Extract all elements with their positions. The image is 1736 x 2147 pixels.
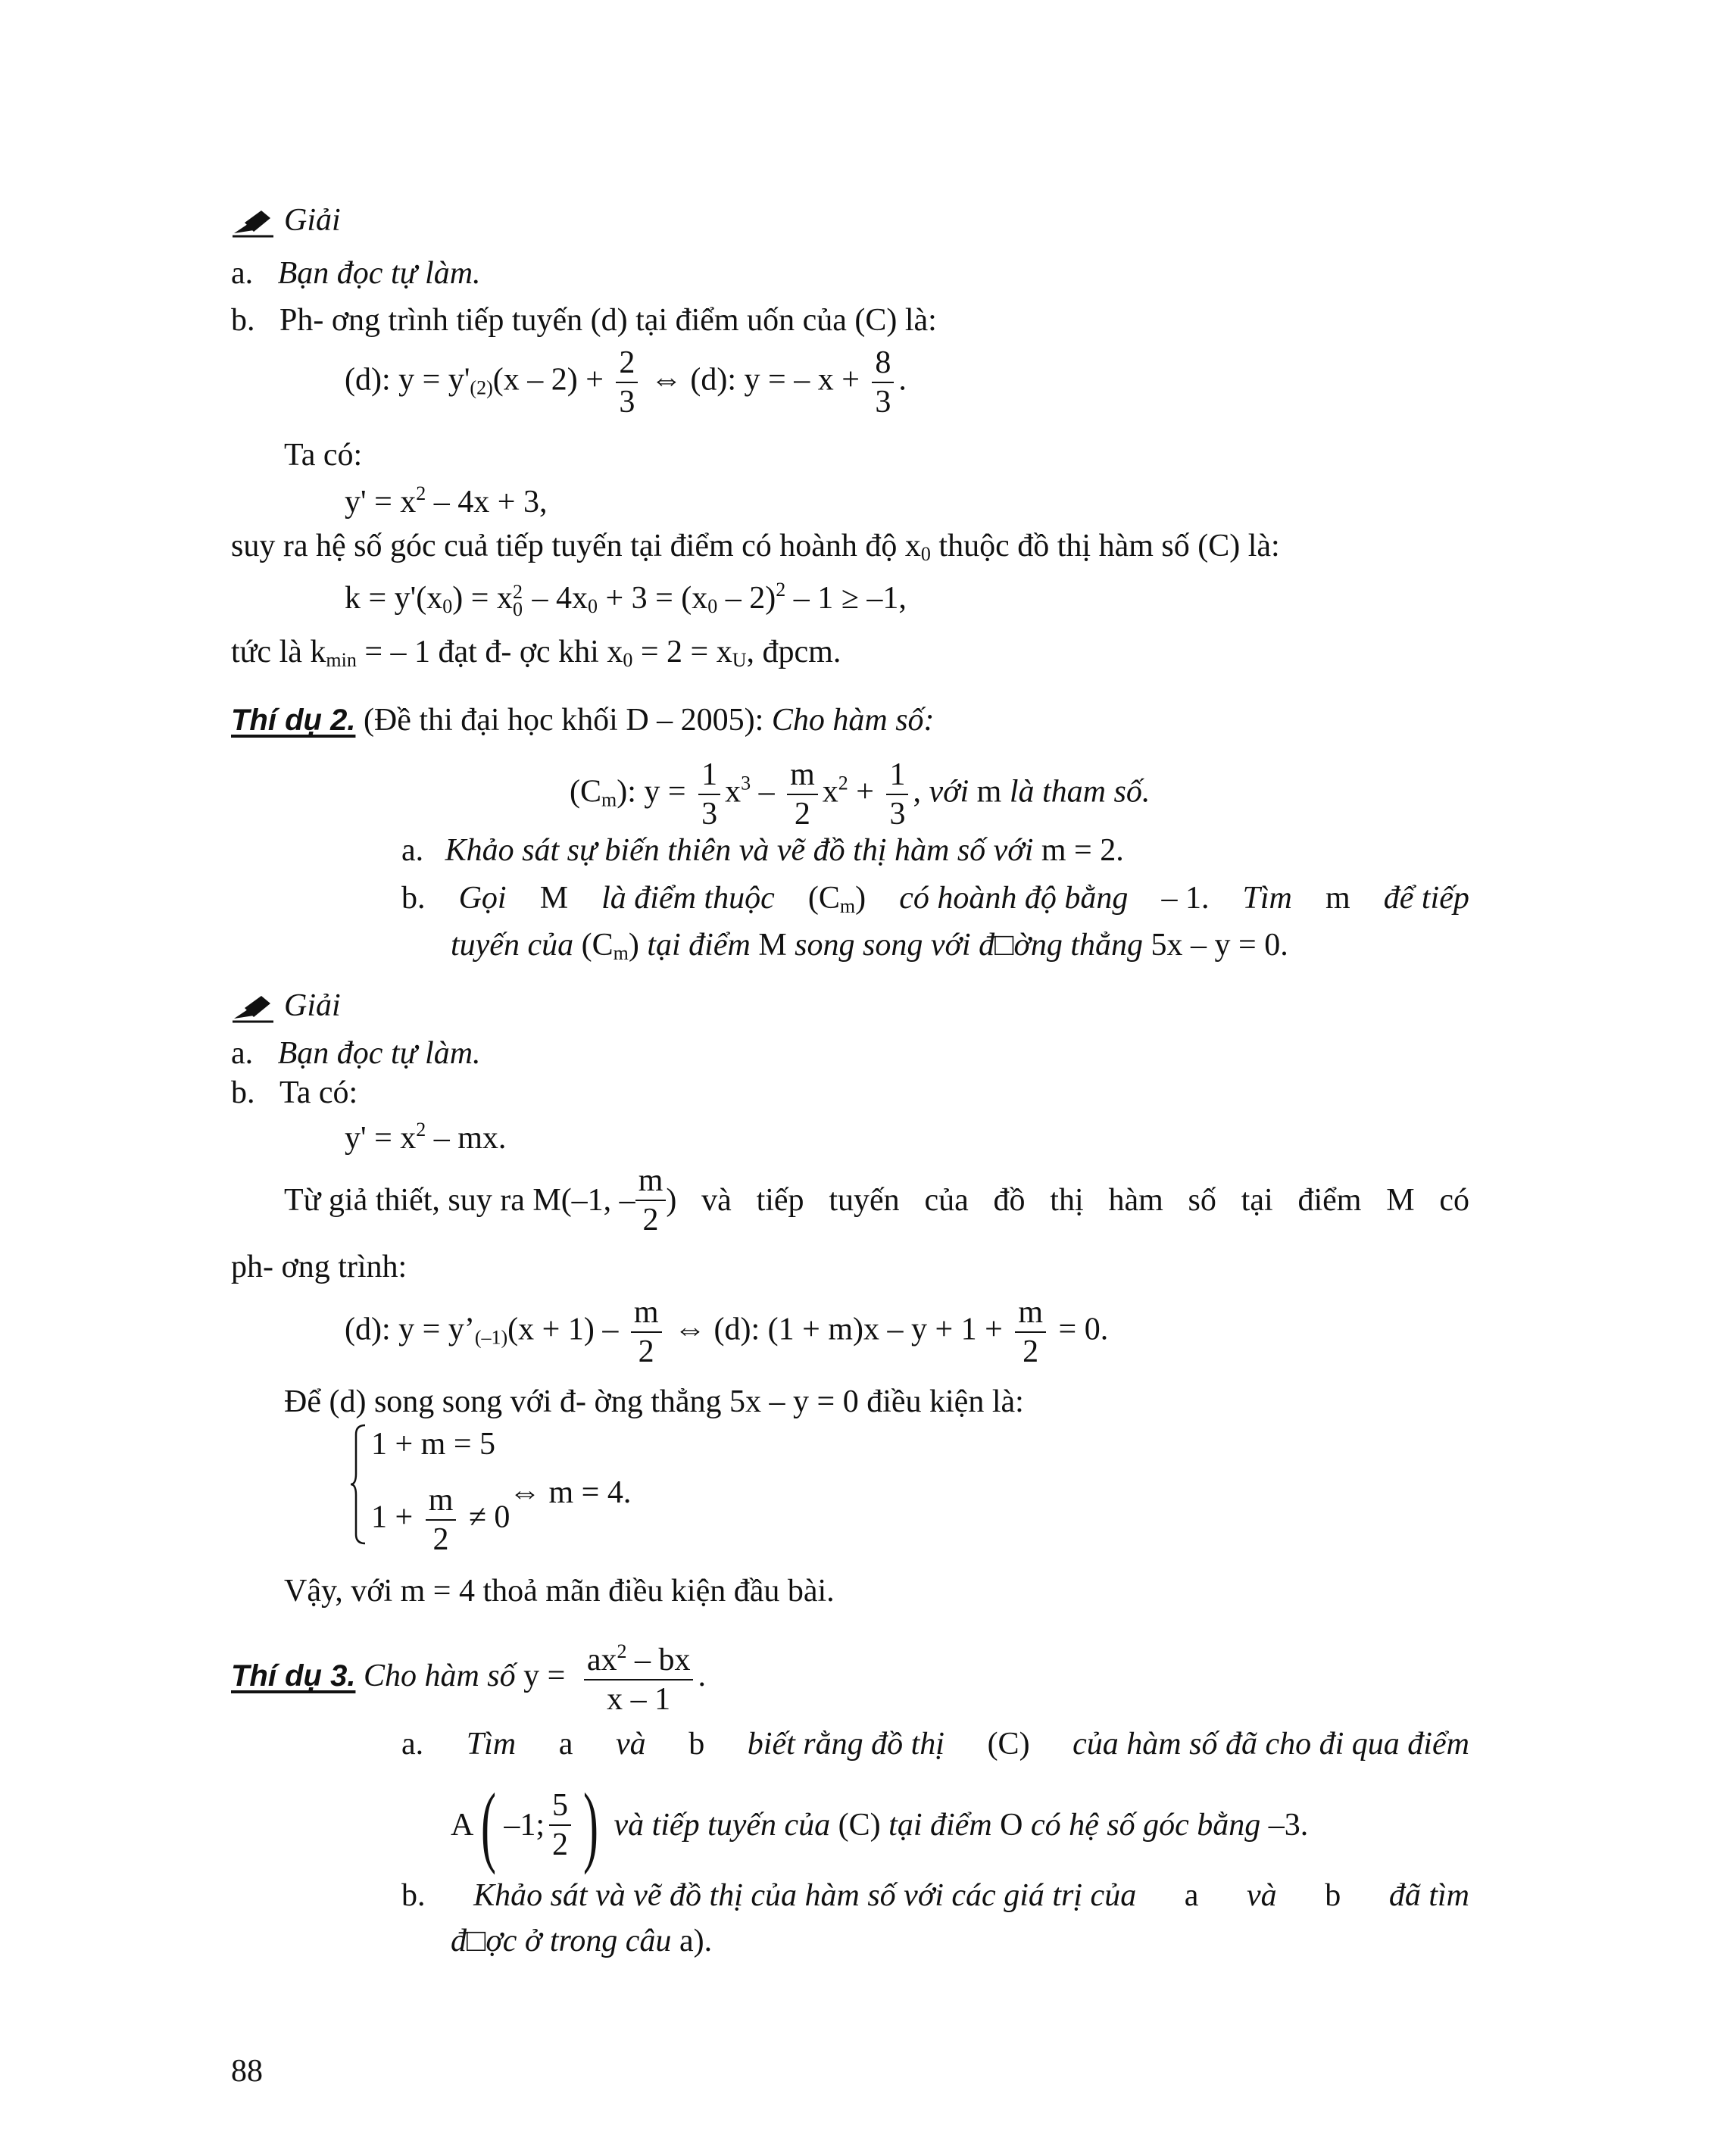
- s: 2: [838, 772, 848, 794]
- t: x: [725, 774, 742, 810]
- t: m: [1325, 881, 1350, 916]
- fraction: [584, 1642, 694, 1715]
- item-b-1: [231, 303, 937, 338]
- t: – 2): [717, 581, 776, 616]
- tucla-line: [231, 635, 841, 672]
- fraction: [631, 1297, 662, 1368]
- t: là điểm thuộc: [601, 881, 775, 916]
- t: ,: [913, 774, 929, 810]
- equation-cm: [570, 759, 1150, 830]
- denominator: 2: [642, 1203, 659, 1237]
- t: a).: [671, 1924, 713, 1958]
- ex2-item-a: [401, 833, 1124, 868]
- s: 0: [623, 649, 633, 671]
- t: đ□ợc ở trong câu: [451, 1924, 672, 1958]
- t: M: [539, 881, 569, 916]
- fraction: [635, 1165, 667, 1236]
- t: có hoành độ bằng: [899, 881, 1129, 916]
- eq-text: y' = x: [345, 485, 417, 520]
- item-a-1: [231, 256, 481, 291]
- item-text: m = 2.: [1033, 833, 1124, 868]
- supsub: [512, 580, 523, 621]
- numerator: m: [1015, 1297, 1046, 1333]
- t: ): [855, 881, 866, 916]
- tugiathiet-line: [284, 1165, 1469, 1236]
- equation-slope: [345, 579, 907, 619]
- numerator: m: [631, 1297, 662, 1333]
- t: Từ giả thiết, suy ra M(–1, –: [284, 1182, 635, 1218]
- s: 2: [776, 579, 786, 601]
- denominator: 2: [1023, 1334, 1039, 1369]
- t: biết rằng đồ thị: [747, 1727, 944, 1762]
- t: b: [1325, 1878, 1341, 1913]
- equation-tangent: [345, 347, 907, 418]
- t: y =: [515, 1659, 566, 1694]
- ex3-item-a-line2: [451, 1774, 1309, 1875]
- s: 0: [512, 598, 523, 621]
- equation-tangent-2: [345, 1297, 1108, 1368]
- t: ⇔ (d): (1 + m)x – y + 1 +: [674, 1312, 1003, 1347]
- example-3-heading: [231, 1642, 706, 1715]
- t: Cho hàm số: [355, 1659, 516, 1694]
- t: A: [451, 1807, 474, 1843]
- s: U: [732, 649, 747, 671]
- item-label: a.: [401, 833, 424, 868]
- example-label: Thí dụ 2.: [231, 704, 356, 737]
- solution-heading-2: [231, 988, 341, 1023]
- item-text: Khảo sát sự biến thiên và vẽ đồ thị hàm số với: [445, 833, 1034, 868]
- prompt: Cho hàm số:: [771, 703, 935, 738]
- item-text: Ph- ơng trình tiếp tuyến (d) tại điểm uốn của (C) là:: [279, 303, 937, 338]
- t: tại điểm: [647, 928, 751, 963]
- t: – mx.: [426, 1121, 507, 1156]
- t: y' = x: [345, 1121, 417, 1156]
- fraction: [872, 347, 894, 418]
- item-label: a.: [231, 1036, 254, 1071]
- t: k = y'(x: [345, 581, 443, 616]
- t: ) và tiếp tuyến của đồ thị hàm số tại điểm M có: [666, 1182, 1469, 1218]
- solution-heading-1: [231, 203, 341, 238]
- t: , đpcm.: [746, 635, 841, 669]
- item-label: b.: [231, 1075, 255, 1110]
- denominator: 2: [638, 1334, 654, 1369]
- numerator: m: [787, 759, 818, 795]
- t: –3.: [1260, 1807, 1309, 1843]
- item-label: a.: [401, 1727, 424, 1762]
- t: ): y =: [617, 774, 686, 810]
- writing-hand-icon: [231, 993, 275, 1023]
- s: m: [839, 895, 856, 917]
- t: 1 +: [371, 1499, 414, 1535]
- t: = – 1 đạt đ- ợc khi x: [356, 635, 623, 669]
- t: Gọi: [458, 881, 507, 916]
- denominator: 3: [619, 385, 635, 420]
- fraction: [698, 759, 720, 830]
- equation-derivative-2: [345, 1119, 506, 1156]
- fraction: [616, 347, 638, 418]
- t: – bx: [626, 1643, 691, 1677]
- t: và tiếp tuyến của: [605, 1807, 831, 1843]
- phuongtrinh-line: ph- ơng trình:: [231, 1250, 407, 1284]
- t: + 3 = (x: [597, 581, 708, 616]
- s: 3: [741, 772, 751, 794]
- t: đã tìm: [1388, 1878, 1469, 1913]
- denominator: 3: [875, 385, 891, 420]
- t: song song với đ□ờng thẳng: [795, 928, 1144, 963]
- t: ) = x: [452, 581, 513, 616]
- t: ≠ 0: [468, 1499, 510, 1535]
- numerator: 2: [616, 347, 638, 383]
- t: với: [929, 774, 969, 810]
- text: thuộc đồ thị hàm số (C) là:: [930, 529, 1280, 563]
- s: 0: [707, 595, 718, 617]
- s: min: [326, 649, 357, 671]
- t: x: [822, 774, 838, 810]
- t: –: [751, 774, 775, 810]
- numerator: 5: [549, 1790, 571, 1826]
- t: và: [615, 1727, 646, 1762]
- t: (C): [830, 1807, 889, 1843]
- s: 0: [442, 595, 453, 617]
- suyra-line: [231, 529, 1280, 566]
- t: – 4x: [523, 581, 588, 616]
- sub: 0: [920, 543, 931, 565]
- t: (C: [570, 774, 601, 810]
- item-text: Bạn đọc tự làm.: [277, 256, 481, 291]
- t: tuyến của: [451, 928, 574, 963]
- ex2-item-b: [401, 881, 1469, 918]
- t: = 2 = x: [632, 635, 732, 669]
- t: để tiếp: [1383, 881, 1469, 916]
- page-number: 88: [231, 2054, 263, 2089]
- item-text: Bạn đọc tự làm.: [277, 1036, 481, 1071]
- denominator: 3: [701, 797, 718, 832]
- eq-text: – 4x + 3,: [426, 485, 548, 520]
- ex3-item-a: [401, 1727, 1469, 1762]
- numerator: m: [635, 1165, 667, 1201]
- s: (–1): [474, 1326, 508, 1349]
- eq-sup: 2: [416, 482, 426, 504]
- t: của hàm số đã cho đi qua điểm: [1073, 1727, 1469, 1762]
- numerator: m: [426, 1484, 457, 1521]
- conclusion-line: Vậy, với m = 4 thoả mãn điều kiện đầu bài.: [284, 1574, 835, 1609]
- t: b: [688, 1727, 705, 1762]
- t: – 1 ≥ –1,: [785, 581, 907, 616]
- text: suy ra hệ số góc cuả tiếp tuyến tại điểm có hoành độ x: [231, 529, 921, 563]
- equation-derivative-1: [345, 483, 547, 520]
- numerator: 8: [872, 347, 894, 383]
- t: –1;: [504, 1807, 545, 1843]
- s: 2: [617, 1640, 627, 1662]
- left-paren-icon: (: [481, 1774, 497, 1875]
- t: a: [1184, 1878, 1199, 1913]
- de-d-line: Để (d) song song với đ- ờng thẳng 5x – y = 0 điều kiện là:: [284, 1384, 1024, 1419]
- t: M: [750, 928, 795, 963]
- eq-text: (x – 2) +: [492, 362, 604, 398]
- t: +: [848, 774, 874, 810]
- right-paren-icon: ): [582, 1774, 598, 1875]
- t: (C: [807, 881, 840, 916]
- t: m: [969, 774, 1010, 810]
- t: = 0.: [1051, 1312, 1109, 1347]
- system-eq-1: 1 + m = 5: [371, 1427, 496, 1462]
- source: (Đề thi đại học khối D – 2005):: [355, 703, 772, 738]
- numerator: [584, 1642, 694, 1680]
- denominator: 3: [889, 797, 906, 832]
- t: a: [558, 1727, 573, 1762]
- t: (d): y = y’: [345, 1312, 475, 1347]
- eq-text: ⇔ (d): y = – x +: [650, 362, 860, 398]
- item-label: b.: [401, 1878, 426, 1913]
- system-eq-2: [371, 1484, 510, 1556]
- t: Tìm: [1242, 881, 1292, 916]
- t: Khảo sát và vẽ đồ thị của hàm số với các giá trị của: [473, 1878, 1137, 1913]
- t: – 1.: [1161, 881, 1210, 916]
- t: ): [628, 928, 648, 963]
- s: m: [613, 942, 629, 964]
- fraction: [1015, 1297, 1046, 1368]
- t: tại điểm: [888, 1807, 992, 1843]
- s: 2: [416, 1119, 426, 1141]
- s: m: [601, 788, 617, 811]
- item-label: b.: [231, 303, 255, 338]
- eq-sub: (2): [470, 376, 493, 399]
- t: có hệ số góc bằng: [1031, 1807, 1261, 1843]
- denominator: 2: [794, 797, 810, 832]
- denominator: x – 1: [607, 1682, 671, 1717]
- solution-label: Giải: [284, 988, 341, 1023]
- t: O: [991, 1807, 1031, 1843]
- ex3-item-b: [401, 1878, 1469, 1913]
- eq-text: (d): y = y': [345, 362, 470, 398]
- fraction: [426, 1484, 457, 1556]
- t: (C: [573, 928, 614, 963]
- t: 5x – y = 0.: [1143, 928, 1288, 963]
- s: 2: [512, 580, 523, 603]
- t: tức là k: [231, 635, 326, 669]
- example-label: Thí dụ 3.: [231, 1659, 356, 1693]
- fraction: [549, 1790, 571, 1861]
- item-label: b.: [401, 881, 426, 916]
- t: ax: [586, 1643, 617, 1677]
- brace-icon: [350, 1424, 368, 1545]
- ex3-item-b-line2: [451, 1924, 712, 1958]
- item-label: a.: [231, 256, 254, 291]
- item-b-2: [231, 1075, 358, 1110]
- denominator: 2: [551, 1827, 568, 1862]
- t: (x + 1) –: [507, 1312, 619, 1347]
- t: .: [698, 1659, 706, 1694]
- item-text: Ta có:: [279, 1075, 358, 1110]
- t: là tham số.: [1009, 774, 1151, 810]
- denominator: 2: [432, 1522, 449, 1557]
- eq-text: .: [898, 362, 907, 398]
- fraction: [787, 759, 818, 830]
- numerator: 1: [886, 759, 908, 795]
- t: Tìm: [466, 1727, 517, 1762]
- ex2-item-b-line2: [451, 928, 1288, 965]
- numerator: 1: [698, 759, 720, 795]
- system-result: ⇔ m = 4.: [509, 1475, 632, 1510]
- fraction: [886, 759, 908, 830]
- example-2-heading: [231, 703, 935, 738]
- s: 0: [587, 595, 598, 617]
- taco-1: Ta có:: [284, 438, 363, 473]
- writing-hand-icon: [231, 208, 275, 238]
- t: (C): [987, 1727, 1030, 1762]
- t: và: [1247, 1878, 1277, 1913]
- solution-label: Giải: [284, 203, 341, 238]
- item-a-2: [231, 1036, 481, 1071]
- equation-system: [350, 1424, 880, 1560]
